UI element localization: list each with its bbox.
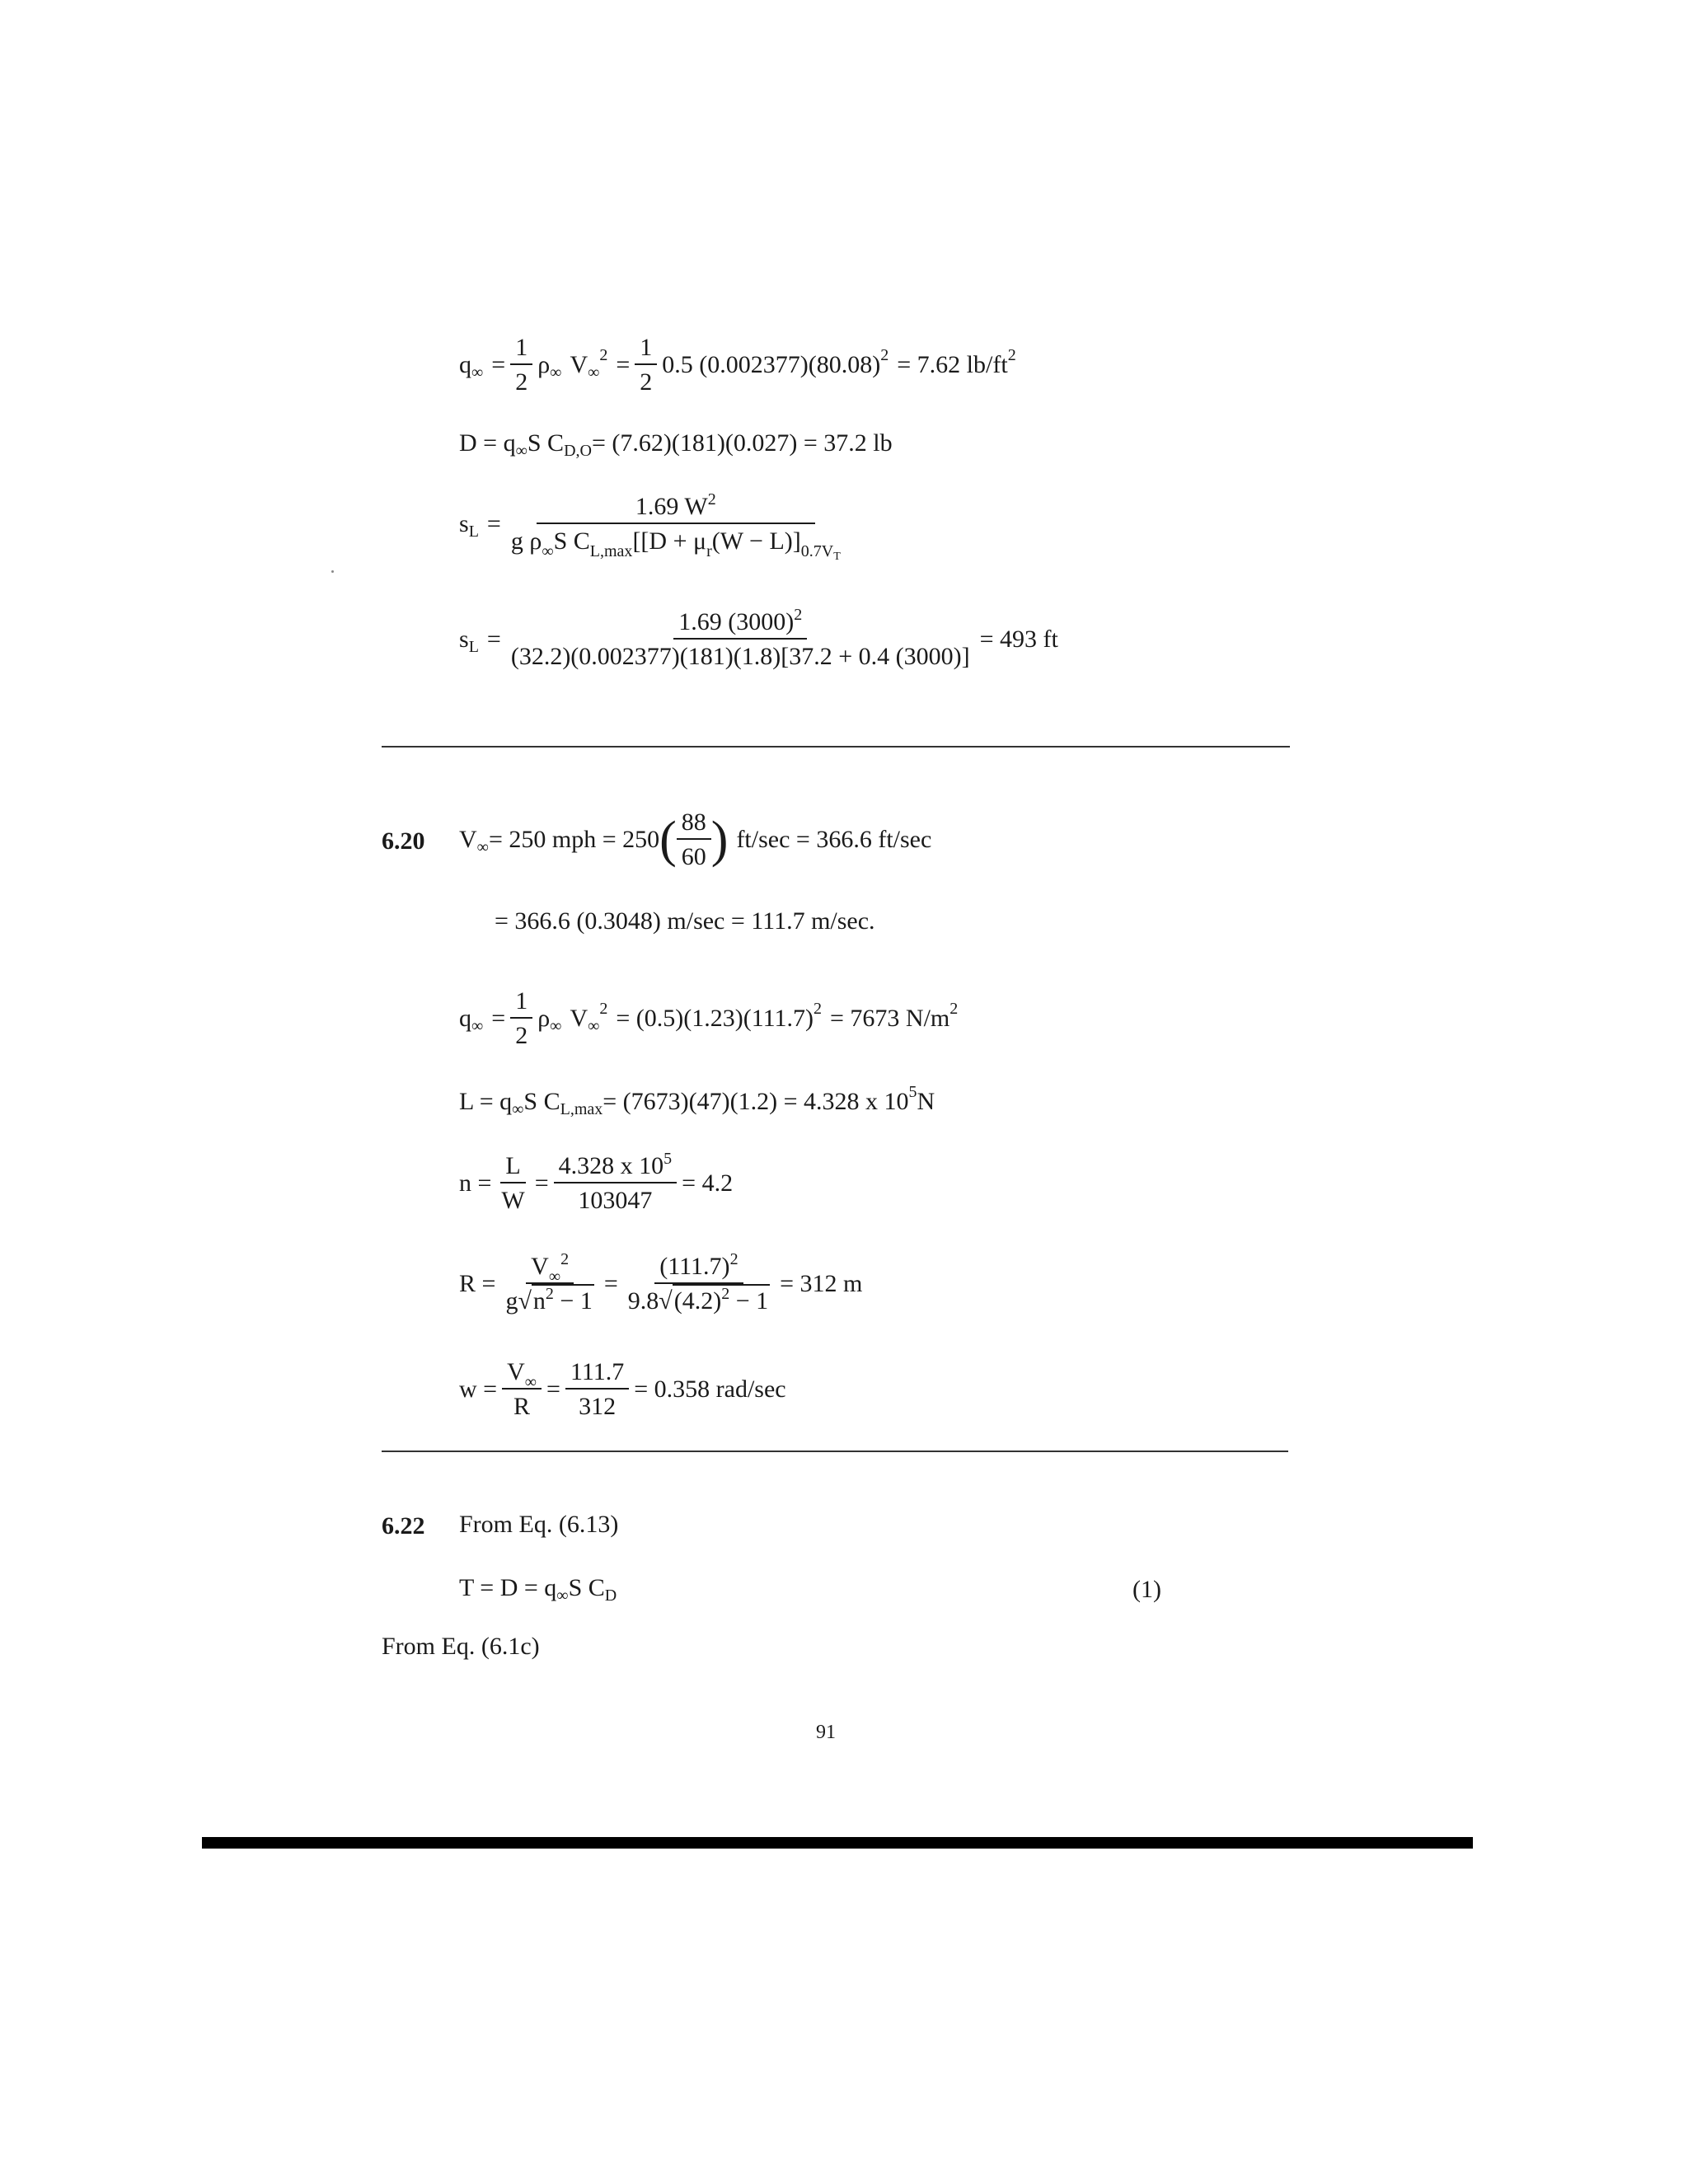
velocity-metric: = 366.6 (0.3048) m/sec = 111.7 m/sec. <box>495 907 875 935</box>
velocity-equation: V ∞ = 250 mph = 250 ( $\frac{88}{60}$ ) ft/sec = 366.6 ft/sec <box>459 808 932 870</box>
sL-value-fraction: $\frac{1.69 (3000)^2}{(32.2)(0.002377)(181)(1.8)[37.2 + 0.4 (3000)]}$ <box>510 606 970 670</box>
fraction-half: $\frac{1}{2}$ <box>510 335 532 395</box>
thrust-equation: T = D = q ∞ S C D <box>459 1574 617 1605</box>
section-divider-2 <box>382 1451 1288 1452</box>
problem-number-6-20: 6.20 <box>382 827 425 855</box>
fraction-v-sq-over-g-root: $\frac{V_\infty^2}{g√n^2 - 1}$ <box>505 1250 593 1315</box>
sL-value: s L = $\frac{1.69 (3000)^2}{(32.2)(0.002377)(181)(1.8)[37.2 + 0.4 (3000)]}$ = 493 ft <box>459 606 1058 670</box>
fraction-radius-value: $\frac{(111.7)^2}{9.8√(4.2)^2 - 1}$ <box>627 1250 769 1315</box>
fraction-omega-value: $\frac{111.7}{312}$ <box>565 1360 629 1419</box>
section-divider-1 <box>382 746 1290 748</box>
drag-equation: D = q ∞ S C D,O = (7.62)(181)(0.027) = 37.2 lb <box>459 429 893 460</box>
problem-number-6-22: 6.22 <box>382 1512 425 1540</box>
fraction-lift-weight: $\frac{4.328 x 10^5}{103047}$ <box>554 1154 678 1213</box>
lift-equation: L = q ∞ S C L,max = (7673)(47)(1.2) = 4.328 x 10 5 N <box>459 1083 935 1118</box>
fraction-L-W: $\frac{L}{W}$ <box>501 1152 525 1214</box>
fraction-v-over-r: $\frac{V_\infty}{R}$ <box>502 1360 542 1419</box>
radius-equation: R = $\frac{V_\infty^2}{g√n^2 - 1}$ = $\frac{(111.7)^2}{9.8√(4.2)^2 - 1}$ = 312 m <box>459 1250 863 1315</box>
fraction-half-620: $\frac{1}{2}$ <box>510 989 532 1048</box>
load-factor-equation: n = $\frac{L}{W}$ = $\frac{4.328 x 10^5}{103047}$ = 4.2 <box>459 1150 734 1214</box>
omega-equation: w = $\frac{V_\infty}{R}$ = $\frac{111.7}{312}$ = 0.358 rad/sec <box>459 1358 786 1420</box>
from-eq-6-13: From Eq. (6.13) <box>459 1511 619 1538</box>
q-inf-equation-620: q ∞ = $\frac{1}{2}$ ρ ∞ V ∞ 2 = (0.5)(1.23)(111.7) 2 = 7673 N/m 2 <box>459 987 959 1049</box>
page-number: 91 <box>816 1722 836 1743</box>
page-bottom-bar <box>202 1837 1473 1849</box>
from-eq-6-1c: From Eq. (6.1c) <box>382 1633 540 1660</box>
sL-formula: s L = $\frac{1.69 W^2}{g \rho_\infty S C_{L,max}[[D + \mu_r(W - L)]_{0.7VT}}$ <box>459 494 851 554</box>
q-inf-equation-top: q ∞ = $\frac{1}{2}$ ρ ∞ V ∞ 2 = $\frac{1}{2}$ 0.5 (0.002377)(80.08) 2 = 7.62 lb/ft 2 <box>459 334 1016 396</box>
fraction-half-2: $\frac{1}{2}$ <box>635 335 657 395</box>
fraction-88-60: $\frac{88}{60}$ <box>677 810 711 869</box>
equation-number: (1) <box>1132 1576 1161 1603</box>
scan-speck <box>331 570 334 573</box>
sL-formula-fraction: $\frac{1.69 W^2}{g \rho_\infty S C_{L,max}[[D + \mu_r(W - L)]_{0.7VT}}$ <box>510 490 841 563</box>
